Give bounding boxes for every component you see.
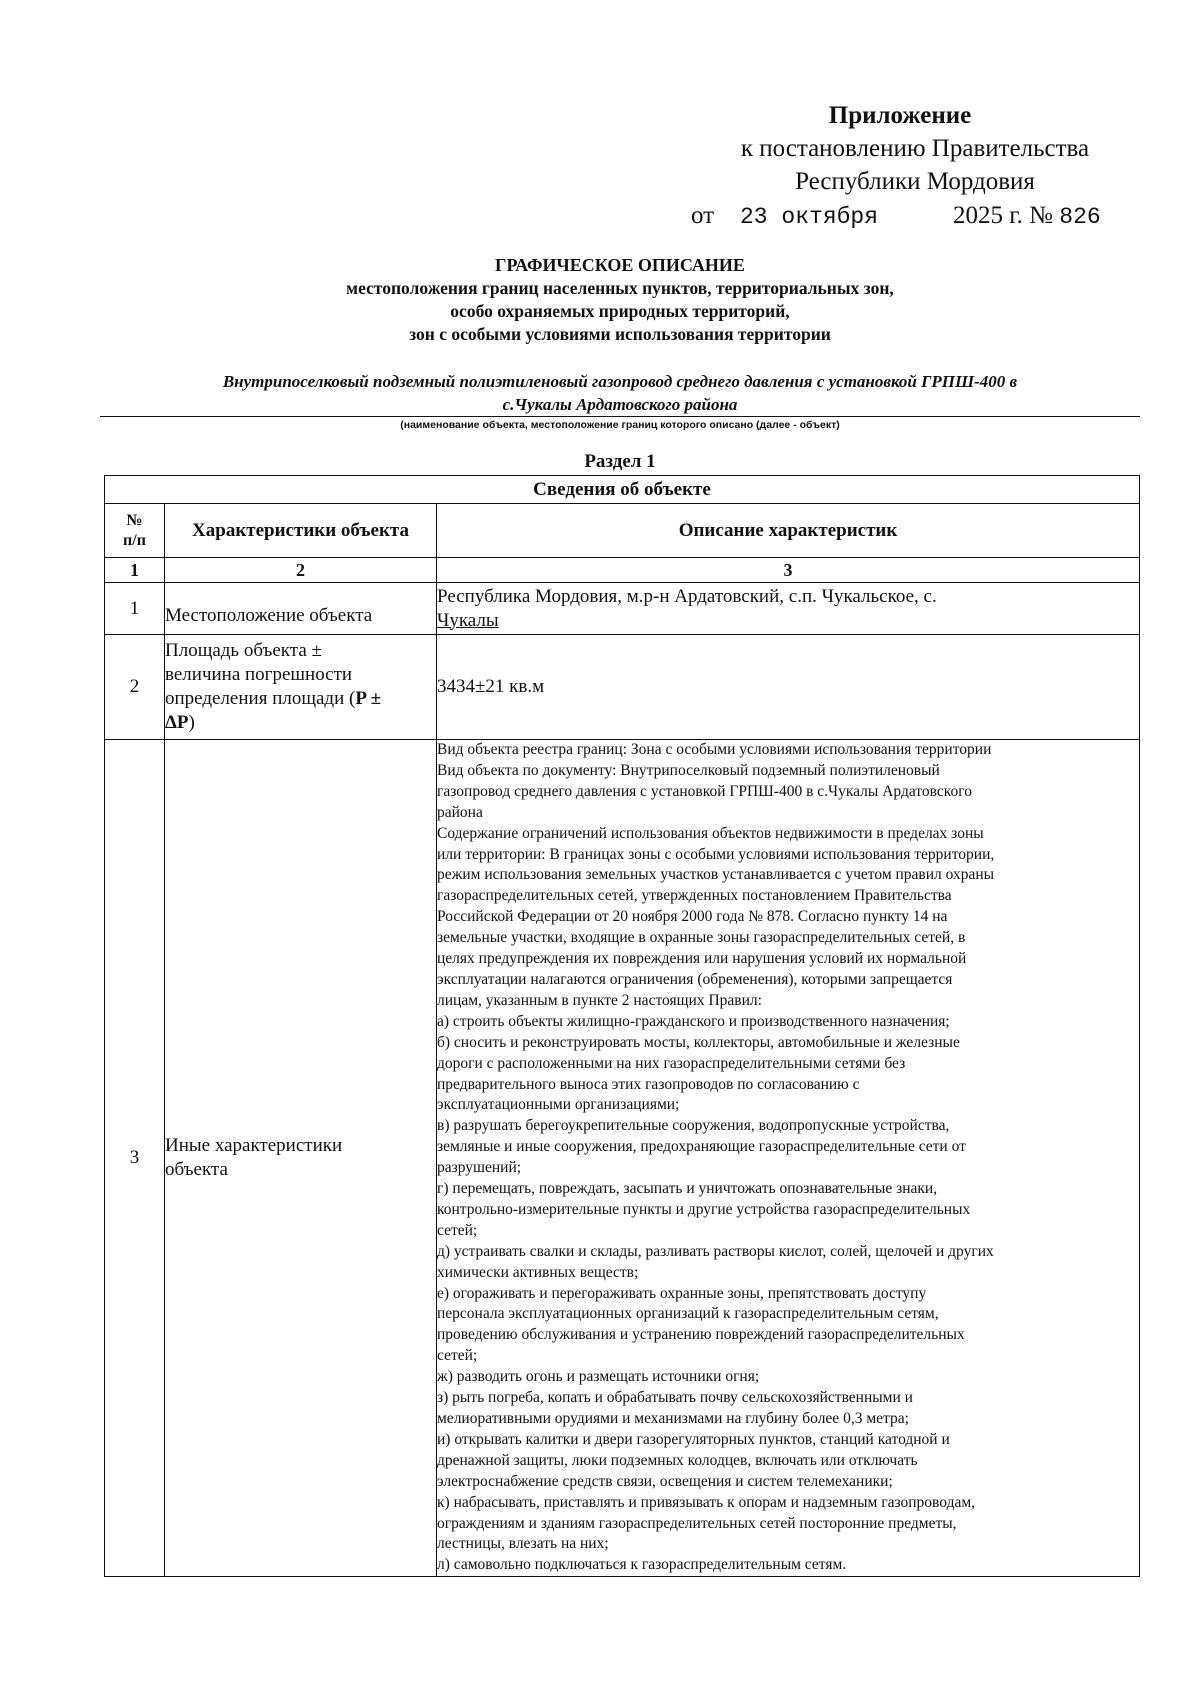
description-line: а) строить объекты жилищно-гражданского и производственного назначения; (437, 1012, 950, 1030)
column-index-row (105, 558, 1140, 583)
description-line: химически активных веществ; (437, 1263, 639, 1281)
characteristic-formula: ΔP (165, 712, 189, 733)
table-header-row (105, 504, 1140, 558)
object-name-line-1: Внутрипоселковый подземный полиэтиленовый газопровод среднего давления с установкой ГРПШ-400 в (222, 372, 1018, 391)
characteristic-line: объекта (165, 1159, 228, 1181)
characteristic-text: определения площади ( (165, 688, 356, 709)
description-line: Российской Федерации от 20 ноября 2000 года № 878. Согласно пункту 14 на (437, 908, 948, 926)
description-line: в) разрушать берегоукрепительные сооружения, водопропускные устройства, (437, 1117, 950, 1135)
description-line: и) открывать калитки и двери газорегуляторных пунктов, станций катодной и (437, 1430, 950, 1448)
row-description (437, 583, 1140, 635)
column-index: 2 (165, 558, 437, 583)
table-row (105, 583, 1140, 635)
characteristic-line: Иные характеристики (165, 1135, 343, 1157)
object-info-table (104, 475, 1140, 1577)
description-line: эксплуатационными организациями; (437, 1096, 680, 1114)
description-line: Содержание ограничений использования объектов недвижимости в пределах зоны (437, 824, 984, 842)
header-no-line-2: п/п (123, 531, 146, 549)
appendix-header (680, 100, 1150, 234)
description-line: б) сносить и реконструировать мосты, коллекторы, автомобильные и железные (437, 1033, 960, 1051)
row-characteristic: Местоположение объекта (165, 583, 437, 635)
document-subtitle-line-2: особо охраняемых природных территорий, (450, 301, 790, 321)
description-line: г) перемещать, повреждать, засыпать и уничтожать опознавательные знаки, (437, 1180, 938, 1198)
appendix-date (680, 198, 1150, 234)
description-line: сетей; (437, 1347, 478, 1365)
description-line: лестницы, влезать на них; (437, 1535, 609, 1553)
description-line: разрушений; (437, 1159, 522, 1177)
object-name-rule (100, 416, 1140, 417)
description-line: лицам, указанным в пункте 2 настоящих Правил: (437, 991, 762, 1009)
date-prefix: от (691, 202, 715, 229)
column-index: 3 (437, 558, 1140, 583)
row-number: 2 (105, 635, 165, 740)
description-line: мелиоративными орудиями и механизмами на глубину более 0,3 метра; (437, 1410, 909, 1427)
characteristic-text: ) (188, 712, 195, 733)
description-line: газораспределительных сетей, утвержденных постановлением Правительства (437, 887, 952, 905)
characteristic-line: Площадь объекта ± (165, 640, 322, 661)
row-description: 3434±21 кв.м (437, 635, 1140, 740)
description-line: дренажной защиты, люки подземных колодцев, включать или отключать (437, 1451, 918, 1469)
description-line: проведению обслуживания и устранению повреждений газораспределительных (437, 1326, 965, 1344)
header-characteristics: Характеристики объекта (165, 504, 437, 558)
object-name-caption: (наименование объекта, местоположение границ которого описано (далее - объект) (400, 419, 840, 431)
section-label: Раздел 1 (584, 451, 656, 472)
appendix-line-1: к постановлению Правительства (740, 135, 1090, 162)
document-title: ГРАФИЧЕСКОЕ ОПИСАНИЕ (495, 255, 745, 275)
description-line: земляные и иные сооружения, предохраняющие газораспределительные сети от (437, 1138, 966, 1156)
description-line: ограждениям и зданиям газораспределительных сетей посторонние предметы, (437, 1514, 957, 1532)
row-description-long (437, 740, 1140, 1577)
date-year: 2025 г. № (953, 202, 1054, 229)
characteristic-line: величина погрешности (165, 664, 353, 685)
description-line: сетей; (437, 1221, 478, 1239)
year-number-block (953, 202, 1101, 230)
description-line: к) набрасывать, приставлять и привязывать к опорам и надземным газопроводам, (437, 1493, 976, 1511)
characteristic-line (165, 711, 436, 735)
description-lines (437, 740, 1139, 1576)
row-number: 1 (105, 583, 165, 635)
row-characteristic (165, 635, 437, 740)
decree-number: 826 (1059, 204, 1101, 230)
description-line: предварительного выноса этих газопроводов по согласованию с (437, 1075, 860, 1093)
description-line: Республика Мордовия, м.р-н Ардатовский, с.п. Чукальское, с. (437, 585, 937, 607)
description-line: режим использования земельных участков устанавливается с учетом правил охраны (437, 866, 995, 884)
description-line: д) устраивать свалки и склады, разливать растворы кислот, солей, щелочей и других (437, 1242, 994, 1260)
characteristic-formula: P ± (355, 688, 382, 709)
description-line: газопровод среднего давления с установкой ГРПШ-400 в с.Чукалы Ардатовского (437, 782, 972, 800)
description-line: персонала эксплуатационных организаций к газораспределительным сетям, (437, 1305, 939, 1323)
document-subtitle-line-3: зон с особыми условиями использования территории (409, 324, 831, 344)
description-line: эксплуатации налагаются ограничения (обременения), которыми запрещается (437, 970, 953, 988)
table-row (105, 635, 1140, 740)
table-caption: Сведения об объекте (105, 476, 1140, 504)
description-line: или территории: В границах зоны с особыми условиями использования территории, (437, 845, 995, 863)
description-line: электроснабжение средств связи, освещения и систем телемеханики; (437, 1472, 893, 1490)
description-line: дороги с расположенными на них газораспределительными сетями без (437, 1054, 906, 1072)
description-line: з) рыть погреба, копать и обрабатывать почву сельскохозяйственными и (437, 1389, 913, 1407)
header-no-line-1: № (126, 511, 143, 529)
date-day-month: 23 октября (740, 204, 879, 230)
appendix-line-2: Республики Мордовия (795, 168, 1035, 195)
description-line: ж) разводить огонь и размещать источники огня; (437, 1368, 760, 1386)
characteristic-line (165, 687, 436, 711)
document-title-block (0, 253, 1200, 346)
row-number: 3 (105, 740, 165, 1577)
description-line: района (437, 803, 483, 821)
row-characteristic (165, 740, 437, 1577)
description-line: контрольно-измерительные пункты и другие устройства газораспределительных (437, 1200, 971, 1218)
description-line: Вид объекта реестра границ: Зона с особыми условиями использования территории (437, 741, 992, 758)
table-row (105, 740, 1140, 1577)
description-line: е) огораживать и перегораживать охранные зоны, препятствовать доступу (437, 1284, 927, 1302)
document-subtitle-line-1: местоположения границ населенных пунктов, территориальных зон, (346, 278, 894, 298)
object-name (100, 370, 1140, 416)
table-caption-row (105, 476, 1140, 504)
header-description: Описание характеристик (437, 504, 1140, 558)
appendix-title: Приложение (828, 102, 972, 129)
description-line: земельные участки, входящие в охранные зоны газораспределительных сетей, в (437, 929, 966, 947)
header-no (105, 504, 165, 558)
description-line: целях предупреждения их повреждения или нарушения условий их нормальной (437, 950, 967, 968)
description-line: л) самовольно подключаться к газораспределительным сетям. (437, 1556, 847, 1574)
column-index: 1 (105, 558, 165, 583)
description-line: Вид объекта по документу: Внутрипоселковый подземный полиэтиленовый (437, 761, 940, 779)
description-line: Чукалы (437, 609, 499, 631)
object-name-line-2: с.Чукалы Ардатовского района (502, 395, 738, 414)
